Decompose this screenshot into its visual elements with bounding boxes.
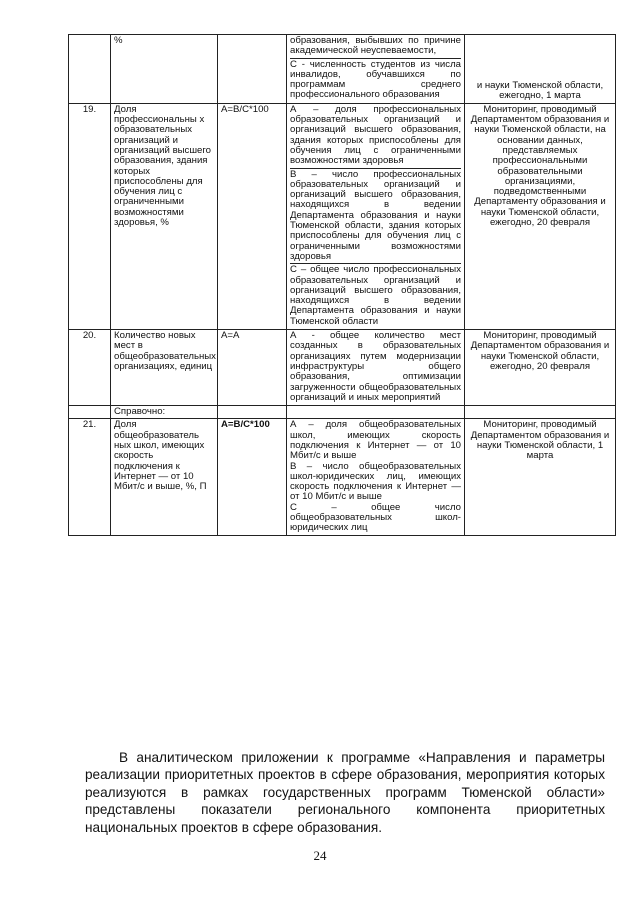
variable-definition: А – доля профессиональных образовательных организаций и организаций высшего образования, здания которых приспособлены для обучения лиц с ограниченными возможностями здоровья bbox=[290, 103, 461, 167]
variables-cell bbox=[287, 419, 465, 535]
indicators-table bbox=[68, 34, 616, 536]
variable-definition: С – общее число профессиональных образовательных организаций и организаций высшего образования, находящихся в ведении Департамента образования и науки Тюменской области bbox=[290, 264, 461, 327]
table-row bbox=[69, 35, 616, 104]
table-row bbox=[69, 419, 616, 535]
empty-cell bbox=[465, 406, 616, 419]
empty-cell bbox=[287, 406, 465, 419]
variable-definition: С - численность студентов из числа инвалидов, обучавшихся по программам среднего профессионального образования bbox=[290, 58, 461, 101]
formula bbox=[218, 35, 287, 104]
row-number: 21. bbox=[69, 419, 111, 535]
variable-definition: А - общее количество мест созданных в образовательных организациях путем модернизации инфраструктуры общего образования, оптимизации загруженности общеобразовательных организаций и иных мероприятий bbox=[290, 330, 461, 403]
summary-paragraph: В аналитическом приложении к программе «Направления и параметры реализации приоритетных проектов в сфере образования, мероприятия которых реализуются в рамках государственных программ Тюменской области» представлены показатели регионального компонента приоритетных национальных проектов в сфере образования. bbox=[85, 750, 605, 835]
variables-cell bbox=[287, 330, 465, 406]
page-number: 24 bbox=[313, 848, 327, 863]
variables-cell bbox=[287, 103, 465, 329]
row-number: 19. bbox=[69, 103, 111, 329]
empty-cell bbox=[69, 406, 111, 419]
formula: A=B/C*100 bbox=[218, 103, 287, 329]
formula: А=А bbox=[218, 330, 287, 406]
data-source: Мониторинг, проводимый Департаментом образования и науки Тюменской области, на основании данных, представляемых профессиональными образовательными организациями, подведомственными Департаменту образования и науки Тюменской области, ежегодно, 20 февраля bbox=[465, 103, 616, 329]
variable-definition: С – общее число общеобразовательных школ-юридических лиц bbox=[290, 501, 461, 534]
reference-label: Справочно: bbox=[111, 406, 218, 419]
table-row bbox=[69, 330, 616, 406]
variable-definition: образования, выбывших по причине академической неуспеваемости, bbox=[290, 35, 461, 57]
indicator-name: Доля профессиональны х образовательных организаций и организаций высшего образования, здания которых приспособлены для обучения лиц с ограниченными возможностями здоровья, % bbox=[111, 103, 218, 329]
variable-definition: В – число профессиональных образовательных организаций и организаций высшего образования, находящихся в ведении Департамента образования и науки Тюменской области, здания которых приспособлены для обучения лиц с ограниченными возможностями здоровья bbox=[290, 168, 461, 262]
indicator-name: % bbox=[111, 35, 218, 104]
table-row bbox=[69, 103, 616, 329]
row-number bbox=[69, 35, 111, 104]
data-source: Мониторинг, проводимый Департаментом образования и науки Тюменской области, 1 марта bbox=[465, 419, 616, 535]
variables-cell bbox=[287, 35, 465, 104]
row-number: 20. bbox=[69, 330, 111, 406]
data-source: и науки Тюменской области, ежегодно, 1 марта bbox=[465, 35, 616, 104]
variable-definition: В – число общеобразовательных школ-юридических лиц, имеющих скорость подключения к Интернет — от 10 Мбит/с и выше bbox=[290, 460, 461, 503]
formula: A=B/C*100 bbox=[218, 419, 287, 535]
data-source: Мониторинг, проводимый Департаментом образования и науки Тюменской области, ежегодно, 20 февраля bbox=[465, 330, 616, 406]
variable-definition: А – доля общеобразовательных школ, имеющих скорость подключения к Интернет — от 10 Мбит/с и выше bbox=[290, 419, 461, 462]
empty-cell bbox=[218, 406, 287, 419]
indicator-name: Количество новых мест в общеобразовательных организациях, единиц bbox=[111, 330, 218, 406]
table-row bbox=[69, 406, 616, 419]
indicator-name: Доля общеобразователь ных школ, имеющих скорость подключения к Интернет — от 10 Мбит/с и выше, %, П bbox=[111, 419, 218, 535]
